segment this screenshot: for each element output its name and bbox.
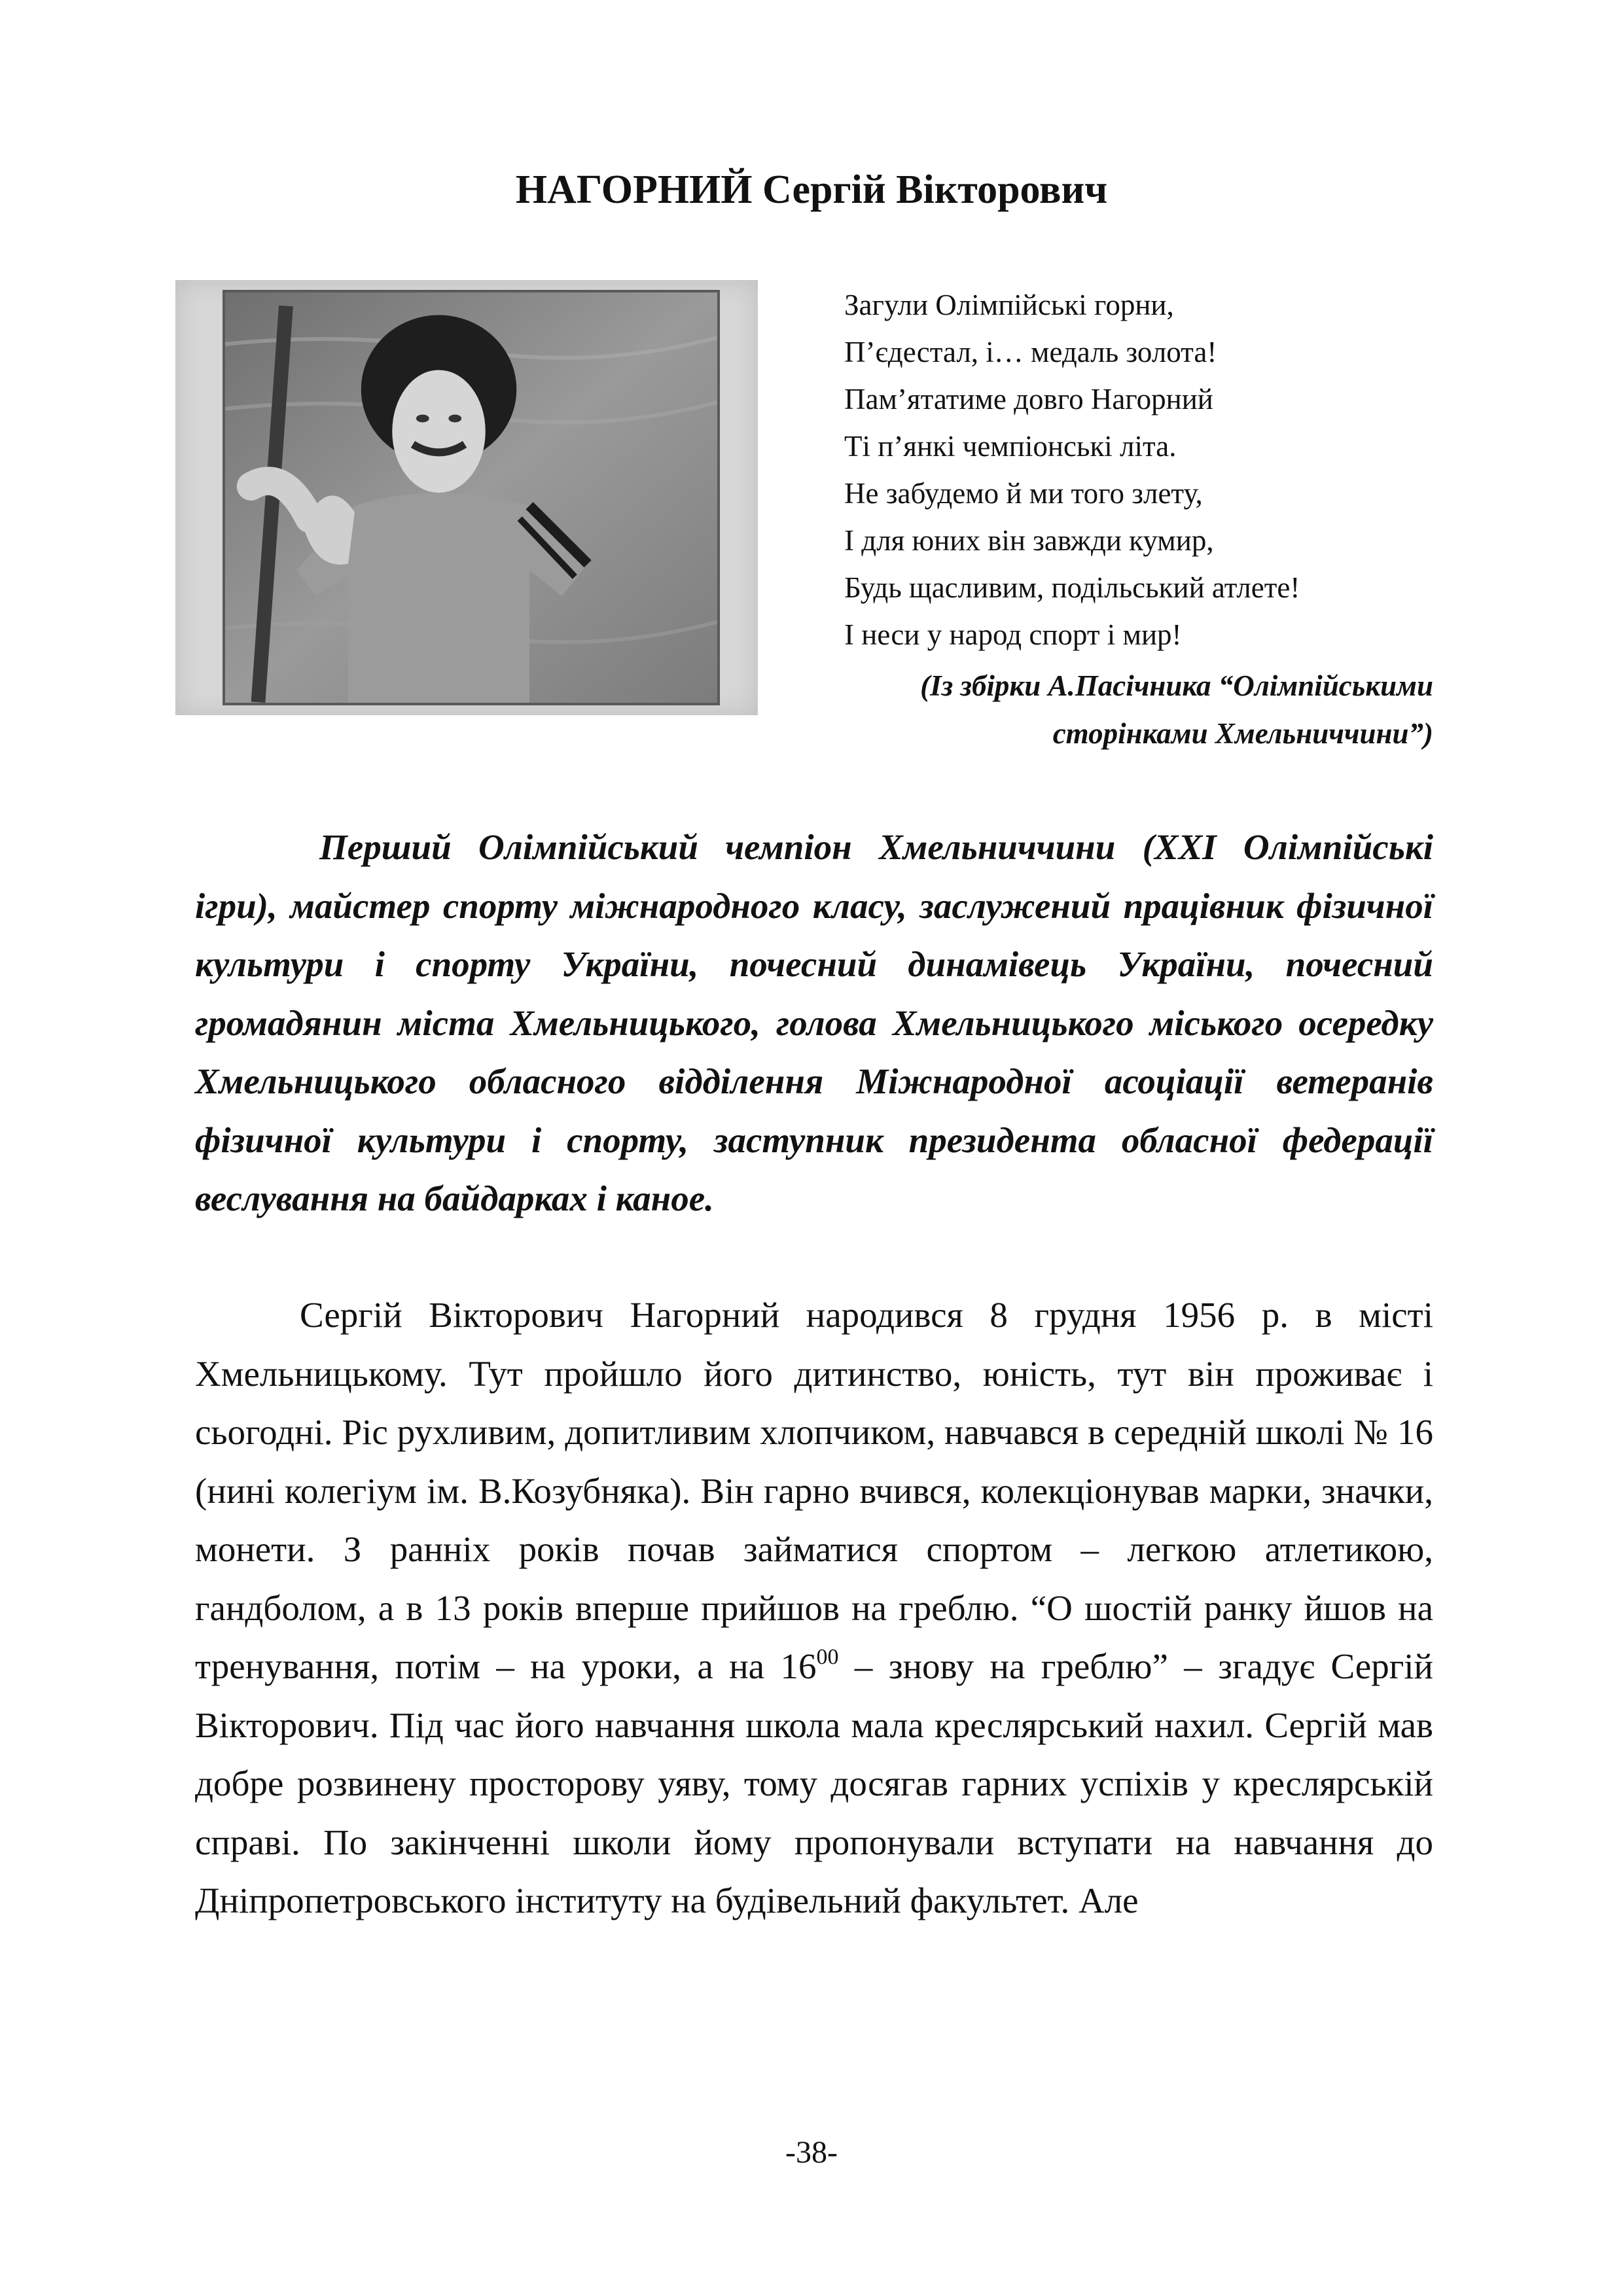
poem-line: Будь щасливим, подільський атлете! [844,571,1300,604]
poem-line: Пам’ятатиме довго Нагорний [844,383,1213,415]
poem-source-line: (Із збірки А.Пасічника “Олімпійськими [920,669,1433,702]
poem-source [805,662,1433,758]
poem-line: І неси у народ спорт і мир! [844,618,1182,651]
page-title: НАГОРНИЙ Сергій Вікторович [515,168,1108,212]
superscript-minutes: 00 [816,1645,839,1669]
page-number: -38- [785,2135,838,2170]
poem-line: Загули Олімпійські горни, [844,289,1174,321]
bio-text-part: – знову на греблю” – згадує Сергій Вікторович. Під час його навчання школа мала креслярський нахил. Сергій мав добре розвинену просторову уяву, тому досягав гарних успіхів у креслярській справі. По закінченні школи йому пропонували вступати на навчання до Дніпропетровського інституту на будівельний факультет. Але [195,1646,1433,1920]
poem-line: П’єдестал, і… медаль золота! [844,336,1217,368]
bio-text-part: Сергій Вікторович Нагорний народився 8 грудня 1956 р. в місті Хмельницькому. Тут пройшло його дитинство, юність, тут він проживає і сьогодні. Ріс рухливим, допитливим хлопчиком, навчався в середній школі № 16 (нині колегіум ім. В.Козубняка). Він гарно вчився, колекціонував марки, значки, монети. З ранніх років почав займатися спортом – легкою атлетикою, гандболом, а в 13 років вперше прийшов на греблю. “О шостій ранку йшов на тренування, потім – на уроки, а на 16 [195,1295,1433,1686]
poem [844,281,1466,658]
poem-line: Ті п’янкі чемпіонські літа. [844,430,1177,463]
portrait-photo-icon [223,290,720,705]
bio-paragraph [195,1286,1433,1930]
poem-line: І для юних він завжди кумир, [844,524,1214,557]
intro-paragraph: Перший Олімпійський чемпіон Хмельниччини (XXI Олімпійські ігри), майстер спорту міжнародного класу, заслужений працівник фізичної культури і спорту України, почесний динамівець України, почесний громадянин міста Хмельницького, голова Хмельницького міського осередку Хмельницького обласного відділення Міжнародної асоціації ветеранів фізичної культури і спорту, заступник президента обласної федерації веслування на байдарках і каное. [195,827,1433,1218]
poem-source-line: сторінками Хмельниччини”) [1052,717,1433,750]
photo-frame [175,280,758,715]
poem-line: Не забудемо й ми того злету, [844,477,1203,510]
